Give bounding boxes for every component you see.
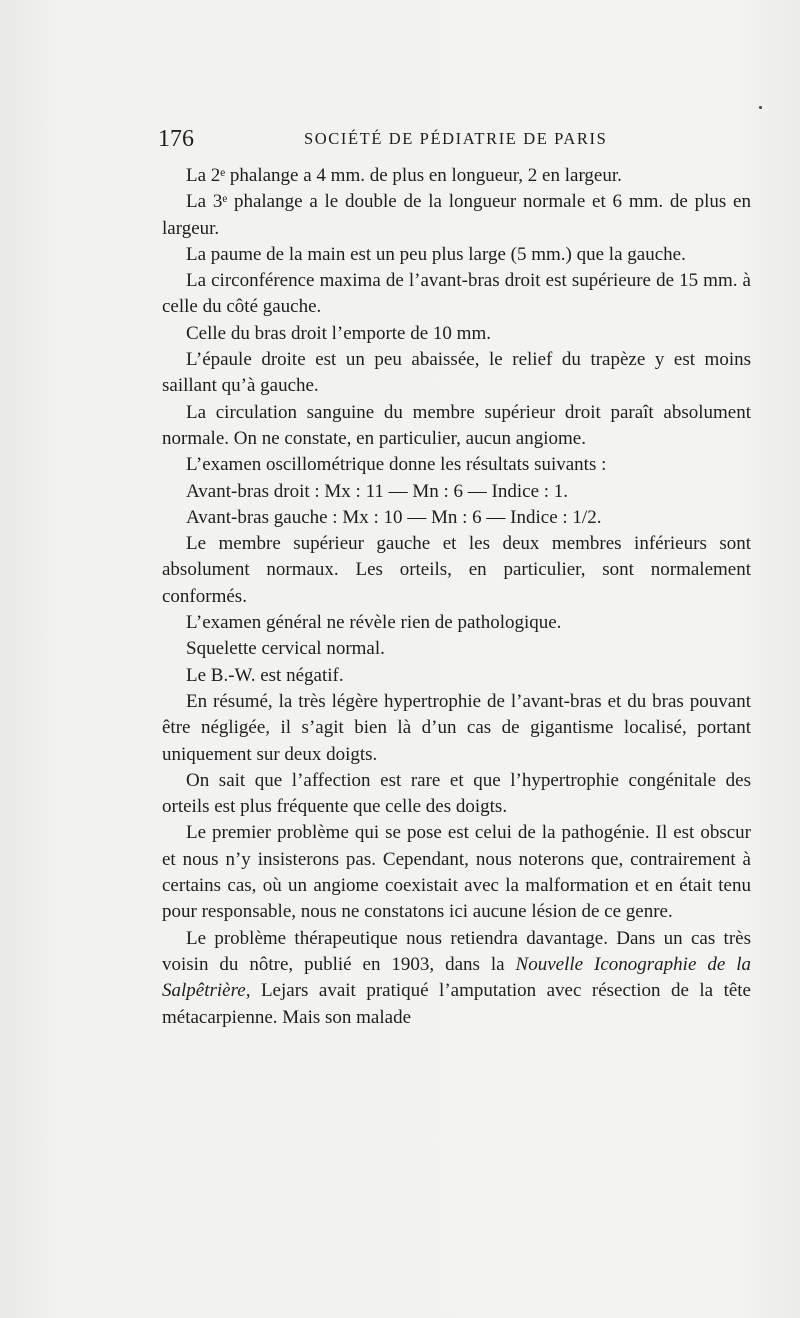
therapeutique-text-start: Le problème thérapeutique nous retiendra davantage. Dans un cas très voisin du nôtre, publié en 1903, dans la <box>162 927 751 975</box>
paragraph-examen-oscillometrique: L’examen oscillométrique donne les résultats suivants : <box>186 454 607 476</box>
paragraph-resume: En résumé, la très légère hypertrophie de l’avant-bras et du bras pouvant être négligée, il s’agit bien là d’un cas de gigantisme localisé, portant uniquement sur deux doigts. <box>162 690 751 765</box>
therapeutique-text-end: Lejars avait pratiqué l’amputation avec résection de la tête métacarpienne. Mais son malade <box>162 980 751 1028</box>
paragraph-examen-general: L’examen général ne révèle rien de pathologique. <box>186 612 562 634</box>
body-text <box>162 163 751 1031</box>
ink-speck <box>759 106 762 109</box>
paragraph-circonference: La circonférence maxima de l’avant-bras droit est supérieure de 15 mm. à celle du côté gauche. <box>162 270 751 318</box>
page-header <box>158 124 752 154</box>
paragraph-bw: Le B.-W. est négatif. <box>186 664 344 686</box>
paragraph-epaule: L’épaule droite est un peu abaissée, le relief du trapèze y est moins saillant qu’à gauche. <box>162 349 751 397</box>
paragraph-phalange-2: La 2ᵉ phalange a 4 mm. de plus en longueur, 2 en largeur. <box>186 165 622 186</box>
paragraph-avant-bras-droit: Avant-bras droit : Mx : 11 — Mn : 6 — Indice : 1. <box>186 480 569 502</box>
paragraph-phalange-3: La 3ᵉ phalange a le double de la longueur normale et 6 mm. de plus en largeur. <box>162 191 751 239</box>
paragraph-bras: Celle du bras droit l’emporte de 10 mm. <box>186 322 491 344</box>
paragraph-affection-rare: On sait que l’affection est rare et que l’hypertrophie congénitale des orteils est plus fréquente que celle des doigts. <box>162 769 751 818</box>
paragraph-paume: La paume de la main est un peu plus large (5 mm.) que la gauche. <box>186 243 686 265</box>
paragraph-avant-bras-gauche: Avant-bras gauche : Mx : 10 — Mn : 6 — Indice : 1/2. <box>186 506 602 528</box>
paragraph-circulation: La circulation sanguine du membre supérieur droit paraît absolument normale. On ne constate, en particulier, aucun angiome. <box>162 401 751 449</box>
paragraph-pathogenie: Le premier problème qui se pose est celui de la pathogénie. Il est obscur et nous n’y insisterons pas. Cependant, nous noterons que, contrairement à certains cas, où un angiome coexistait avec la malformation et en était tenu pour responsable, nous ne constatons ici aucune lésion de ce genre. <box>162 822 751 923</box>
paragraph-therapeutique <box>162 926 751 1031</box>
journal-title: Nouvelle Iconographie de la Salpêtrière, <box>162 953 751 1002</box>
running-head: SOCIÉTÉ DE PÉDIATRIE DE PARIS <box>304 129 608 148</box>
page-number: 176 <box>158 126 194 152</box>
paragraph-membres: Le membre supérieur gauche et les deux membres inférieurs sont absolument normaux. Les orteils, en particulier, sont normalement conformés. <box>162 533 751 607</box>
paragraph-squelette: Squelette cervical normal. <box>186 638 385 660</box>
